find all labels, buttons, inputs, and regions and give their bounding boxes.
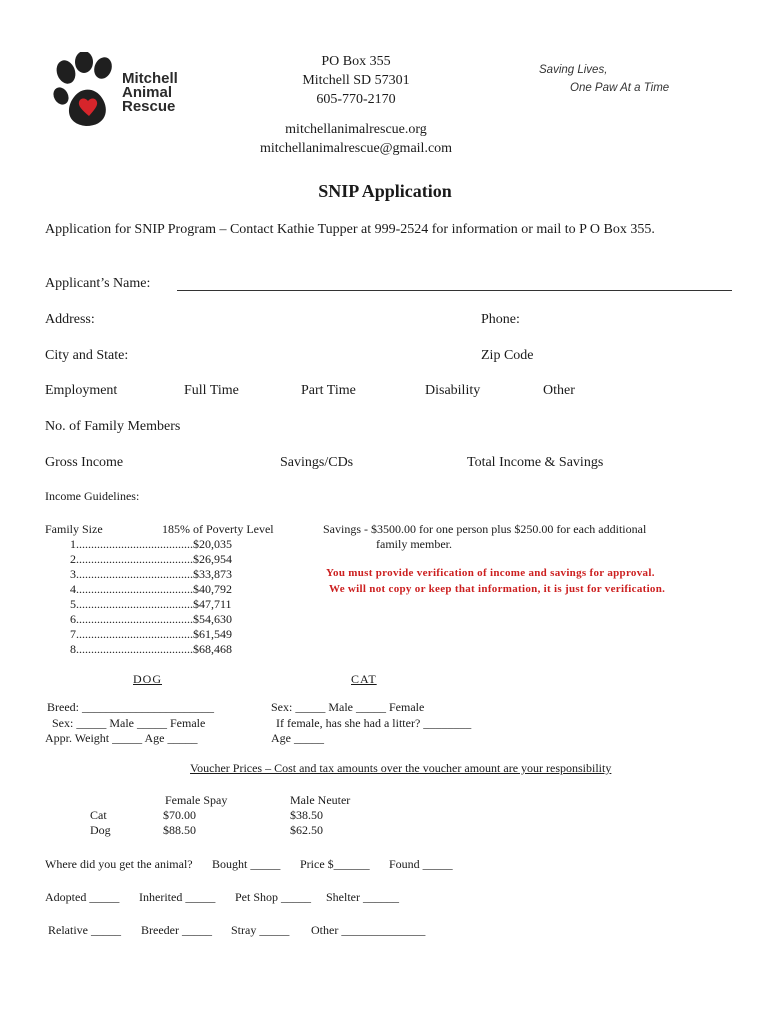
employment-part-time[interactable]: Part Time xyxy=(301,383,356,398)
tagline-line-2: One Paw At a Time xyxy=(570,82,670,94)
page-title: SNIP Application xyxy=(318,181,452,201)
city-state-label: City and State: xyxy=(45,348,129,363)
voucher-heading: Voucher Prices – Cost and tax amounts over the voucher amount are your responsibility xyxy=(190,761,612,775)
guideline-row: 7.......................................$61,549 xyxy=(70,627,232,641)
total-income-label: Total Income & Savings xyxy=(467,455,604,470)
intro-text: Application for SNIP Program – Contact Kathie Tupper at 999-2524 for information or mail to P O Box 355. xyxy=(45,222,655,237)
dog-breed-field[interactable]: Breed: ______________________ xyxy=(47,700,214,714)
guideline-row: 8.......................................$68,468 xyxy=(70,642,232,656)
dog-sex-field[interactable]: Sex: _____ Male _____ Female xyxy=(52,716,206,730)
verification-note-line-1: You must provide verification of income and savings for approval. xyxy=(326,567,655,579)
org-logo xyxy=(52,52,192,130)
voucher-neuter-header: Male Neuter xyxy=(290,793,351,807)
voucher-animal-dog: Dog xyxy=(90,823,111,837)
org-name-line-2: Animal xyxy=(122,84,173,101)
cat-heading: CAT xyxy=(351,672,377,686)
guideline-row: 5.......................................$47,711 xyxy=(70,597,232,611)
org-address xyxy=(256,52,456,109)
guideline-row: 2.......................................$26,954 xyxy=(70,552,232,566)
source-adopted[interactable]: Adopted _____ xyxy=(45,890,120,904)
email-text: mitchellanimalrescue@gmail.com xyxy=(259,141,453,156)
employment-other[interactable]: Other xyxy=(543,383,575,398)
tagline-line-1: Saving Lives, xyxy=(539,64,608,76)
source-inherited[interactable]: Inherited _____ xyxy=(139,890,216,904)
voucher-cat-spay: $70.00 xyxy=(163,808,196,822)
website-text: mitchellanimalrescue.org xyxy=(285,122,427,137)
verification-note-line-2: We will not copy or keep that information, it is just for verification. xyxy=(329,583,666,595)
address-line: Mitchell SD 57301 xyxy=(302,73,410,88)
source-shelter[interactable]: Shelter ______ xyxy=(326,890,399,904)
cat-age-field[interactable]: Age _____ xyxy=(271,731,324,745)
source-pet-shop[interactable]: Pet Shop _____ xyxy=(235,890,312,904)
family-members-label: No. of Family Members xyxy=(45,419,181,434)
guideline-row: 6.......................................$54,630 xyxy=(70,612,232,626)
guidelines-heading: Income Guidelines: xyxy=(45,489,140,503)
guideline-row: 1.......................................$20,035 xyxy=(70,537,232,551)
savings-note-line-1: Savings - $3500.00 for one person plus $250.00 for each additional xyxy=(323,522,647,536)
source-found[interactable]: Found _____ xyxy=(389,857,453,871)
address-label: Address: xyxy=(45,312,95,327)
contact-block xyxy=(206,120,506,158)
dog-heading: DOG xyxy=(133,672,162,686)
source-other[interactable]: Other ______________ xyxy=(311,923,426,937)
source-relative[interactable]: Relative _____ xyxy=(48,923,121,937)
org-name-line-3: Rescue xyxy=(122,98,176,115)
applicant-name-line[interactable] xyxy=(177,290,732,291)
employment-disability[interactable]: Disability xyxy=(425,383,481,398)
cat-sex-field[interactable]: Sex: _____ Male _____ Female xyxy=(271,700,425,714)
voucher-dog-spay: $88.50 xyxy=(163,823,196,837)
gross-income-label: Gross Income xyxy=(45,455,124,470)
cat-litter-field[interactable]: If female, has she had a litter? ________ xyxy=(276,716,472,730)
dog-weight-age-field[interactable]: Appr. Weight _____ Age _____ xyxy=(45,731,198,745)
phone-line: 605-770-2170 xyxy=(316,92,396,107)
employment-label: Employment xyxy=(45,383,118,398)
savings-note-line-2: family member. xyxy=(376,537,452,551)
source-price[interactable]: Price $______ xyxy=(300,857,370,871)
source-stray[interactable]: Stray _____ xyxy=(231,923,290,937)
source-breeder[interactable]: Breeder _____ xyxy=(141,923,212,937)
address-line: PO Box 355 xyxy=(321,54,391,69)
paw-heart-icon xyxy=(52,52,122,130)
employment-full-time[interactable]: Full Time xyxy=(184,383,239,398)
family-size-header: Family Size xyxy=(45,522,103,536)
org-name-line-1: Mitchell xyxy=(122,70,178,87)
savings-label: Savings/CDs xyxy=(280,455,354,470)
phone-label: Phone: xyxy=(481,312,520,327)
source-bought[interactable]: Bought _____ xyxy=(212,857,281,871)
zip-label: Zip Code xyxy=(481,348,534,363)
guideline-row: 4.......................................$40,792 xyxy=(70,582,232,596)
voucher-cat-neuter: $38.50 xyxy=(290,808,323,822)
voucher-animal-cat: Cat xyxy=(90,808,107,822)
poverty-level-header: 185% of Poverty Level xyxy=(162,522,274,536)
voucher-spay-header: Female Spay xyxy=(165,793,228,807)
guideline-row: 3.......................................$33,873 xyxy=(70,567,232,581)
guidelines-table xyxy=(70,537,232,657)
applicant-name-label: Applicant’s Name: xyxy=(45,276,151,291)
source-question: Where did you get the animal? xyxy=(45,857,193,871)
voucher-dog-neuter: $62.50 xyxy=(290,823,323,837)
